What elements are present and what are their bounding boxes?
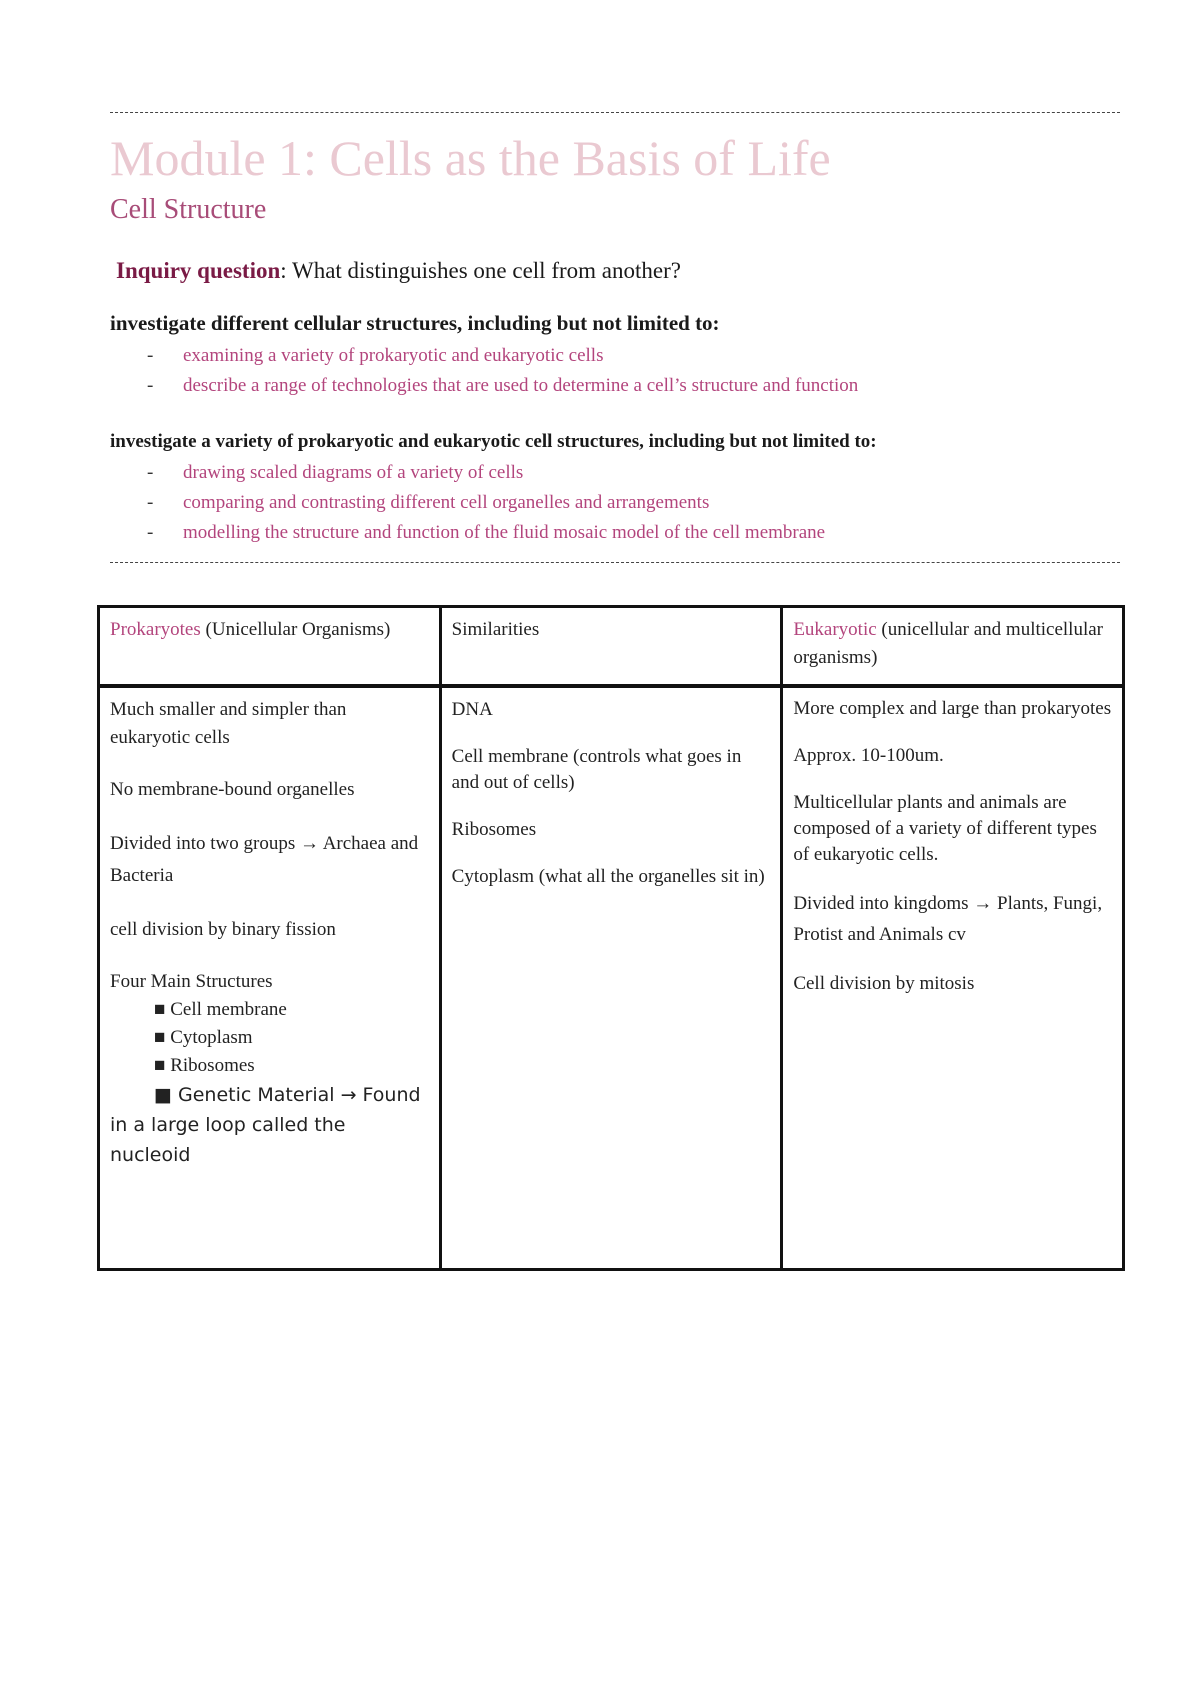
table-header-row bbox=[99, 607, 1124, 687]
list-item: ■ Cell membrane bbox=[154, 999, 287, 1020]
prokaryotes-desc: (Unicellular Organisms) bbox=[200, 619, 391, 640]
list-item bbox=[110, 458, 825, 488]
top-divider bbox=[110, 112, 1120, 113]
section1-heading: investigate different cellular structures, including but not limited to: bbox=[110, 311, 720, 335]
prokaryotes-term: Prokaryotes bbox=[110, 619, 201, 640]
comparison-table bbox=[97, 605, 1125, 1271]
similarity-dna: DNA bbox=[451, 699, 493, 720]
eukaryotic-approx: Approx. 10-100um. bbox=[793, 745, 944, 766]
bullet-dash: - bbox=[147, 345, 154, 366]
prokaryotes-organelles: No membrane-bound organelles bbox=[110, 779, 355, 800]
inquiry-label: Inquiry question bbox=[116, 258, 281, 283]
list-item bbox=[110, 518, 825, 548]
point-text: drawing scaled diagrams of a variety of cells bbox=[183, 462, 524, 483]
similarity-cytoplasm: Cytoplasm (what all the organelles sit in) bbox=[451, 866, 765, 887]
point-text: comparing and contrasting different cell organelles and arrangements bbox=[183, 492, 710, 513]
similarity-membrane: Cell membrane (controls what goes in and out of cells) bbox=[451, 746, 742, 793]
prokaryotes-genetic-material: ■ Genetic Material → Found in a large loop called the nucleoid bbox=[110, 1084, 421, 1166]
page-subtitle: Cell Structure bbox=[110, 194, 267, 225]
bullet-dash: - bbox=[147, 522, 154, 543]
point-text: describe a range of technologies that are used to determine a cell’s structure and function bbox=[183, 375, 859, 396]
eukaryotic-size: More complex and large than prokaryotes bbox=[793, 698, 1112, 719]
eukaryotic-multicellular: Multicellular plants and animals are composed of a variety of different types of eukaryotic cells. bbox=[793, 792, 1097, 865]
eukaryotic-desc: (unicellular and multicellular organisms) bbox=[793, 619, 1104, 668]
eukaryotic-term: Eukaryotic bbox=[793, 619, 877, 640]
cell-eukaryotic bbox=[782, 686, 1124, 1270]
prokaryotes-size: Much smaller and simpler than eukaryotic cells bbox=[110, 699, 347, 748]
list-item bbox=[110, 488, 825, 518]
table-row bbox=[99, 686, 1124, 1270]
cell-similarities bbox=[440, 686, 782, 1270]
bullet-dash: - bbox=[147, 492, 154, 513]
list-item bbox=[110, 341, 858, 371]
inquiry-text: : What distinguishes one cell from another? bbox=[280, 258, 681, 283]
point-text: examining a variety of prokaryotic and eukaryotic cells bbox=[183, 345, 604, 366]
header-eukaryotic bbox=[782, 607, 1124, 687]
bullet-dash: - bbox=[147, 462, 154, 483]
section1-points bbox=[110, 341, 858, 401]
list-item: ■ Ribosomes bbox=[154, 1055, 255, 1076]
prokaryotes-division: cell division by binary fission bbox=[110, 919, 336, 940]
page-title: Module 1: Cells as the Basis of Life bbox=[110, 130, 831, 186]
bullet-dash: - bbox=[147, 375, 154, 396]
eukaryotic-kingdoms: Divided into kingdoms → Plants, Fungi, Protist and Animals cv bbox=[793, 893, 1103, 945]
section2-points bbox=[110, 458, 825, 548]
similarity-ribosomes: Ribosomes bbox=[451, 819, 537, 840]
similarities-term: Similarities bbox=[451, 619, 540, 640]
header-similarities bbox=[440, 607, 782, 687]
cell-prokaryotes bbox=[99, 686, 441, 1270]
bottom-divider bbox=[110, 562, 1120, 563]
inquiry-question bbox=[116, 256, 681, 286]
list-item: ■ Cytoplasm bbox=[154, 1027, 253, 1048]
header-prokaryotes bbox=[99, 607, 441, 687]
prokaryotes-groups: Divided into two groups → Archaea and Bacteria bbox=[110, 833, 419, 886]
section2-heading: investigate a variety of prokaryotic and eukaryotic cell structures, including but not limited to: bbox=[110, 431, 877, 452]
point-text: modelling the structure and function of the fluid mosaic model of the cell membrane bbox=[183, 522, 826, 543]
list-item bbox=[110, 371, 858, 401]
eukaryotic-division: Cell division by mitosis bbox=[793, 973, 975, 994]
prokaryotes-structures-heading: Four Main Structures bbox=[110, 971, 273, 992]
